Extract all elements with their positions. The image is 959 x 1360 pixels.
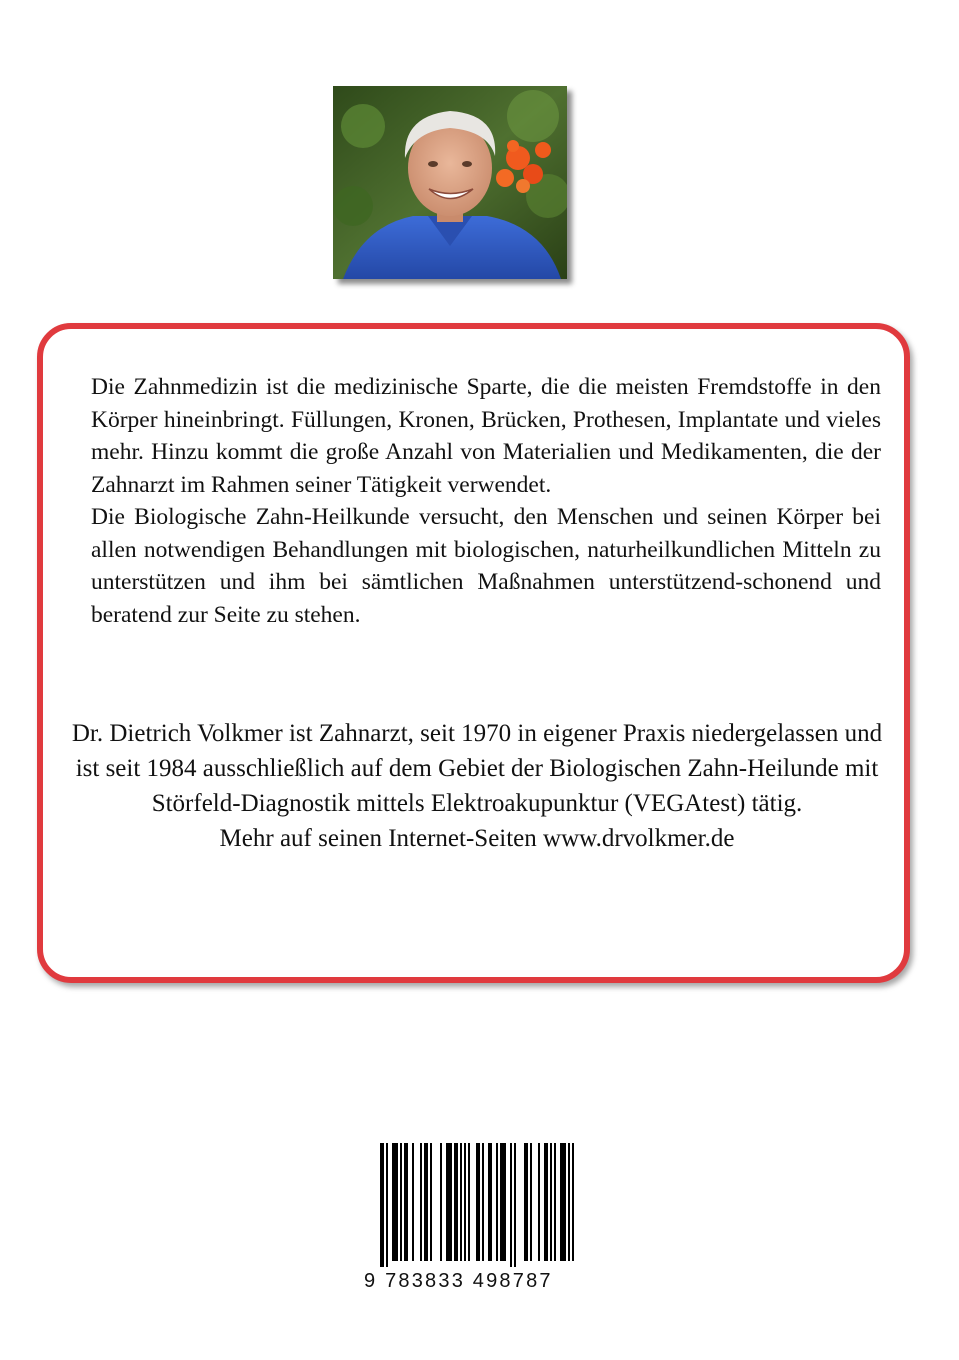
barcode-bar [464, 1143, 466, 1261]
barcode-bar [424, 1143, 428, 1261]
barcode-bar [446, 1143, 452, 1261]
barcode-bar [568, 1143, 570, 1261]
barcode-bar [560, 1143, 566, 1261]
barcode-bar [530, 1143, 532, 1261]
author-photo [333, 86, 567, 279]
author-portrait-image [333, 86, 567, 279]
author-website-text: Mehr auf seinen Internet-Seiten www.drvolkmer.de [219, 825, 735, 852]
barcode-bar [454, 1143, 458, 1261]
barcode-bar [500, 1143, 506, 1261]
barcode-bar [554, 1143, 556, 1261]
barcode-bar [468, 1143, 470, 1261]
barcode-bar [488, 1143, 492, 1261]
barcode-bar [482, 1143, 484, 1261]
description-paragraph-1: Die Zahnmedizin ist die medizinische Sparte, die die meisten Fremdstoffe in den Körper hineinbringt. Füllungen, Kronen, Brücken, Prothesen, Implantate und vieles mehr. Hinzu kommt die große Anzahl von Materialien und Medikamenten, die der Zahnarzt im Rahmen seiner Tätigkeit verwendet. [91, 374, 881, 498]
barcode-bar [524, 1143, 528, 1261]
barcode-bar [440, 1143, 442, 1261]
barcode-bar [572, 1143, 574, 1261]
barcode-bar [380, 1143, 384, 1267]
barcode-bar [404, 1143, 408, 1261]
barcode-bar [538, 1143, 540, 1261]
description-paragraph-2: Die Biologische Zahn-Heilkunde versucht, den Menschen und seinen Körper bei allen notwendigen Behandlungen mit biologischen, naturheilkundlichen Mitteln zu unterstützen und ihm bei sämtlichen Maßnahmen unterstützend-schonend und beratend zur Seite zu stehen. [91, 504, 881, 628]
barcode-bar [392, 1143, 398, 1261]
barcode-bar [412, 1143, 414, 1261]
barcode-bar [386, 1143, 388, 1267]
barcode-bar [430, 1143, 432, 1261]
barcode-bar [544, 1143, 548, 1261]
barcode-bars [364, 1143, 574, 1267]
description-box [37, 323, 910, 983]
barcode-bar [510, 1143, 512, 1267]
barcode-bar [460, 1143, 462, 1261]
barcode-bar [496, 1143, 498, 1261]
barcode-bar [476, 1143, 480, 1261]
barcode-bar [420, 1143, 422, 1261]
book-description [91, 371, 881, 631]
barcode-bar [550, 1143, 552, 1261]
isbn-number: 9 783833 498787 [364, 1270, 553, 1292]
barcode-bar [400, 1143, 402, 1261]
author-bio-text: Dr. Dietrich Volkmer ist Zahnarzt, seit 1970 in eigener Praxis niedergelassen und ist seit 1984 ausschließlich auf dem Gebiet der Biologischen Zahn-Heilunde mit Störfeld-Diagnostik mittels Elektroakupunktur (VEGAtest) tätig. [71, 720, 883, 817]
author-bio [63, 716, 891, 856]
barcode-bar [514, 1143, 516, 1267]
